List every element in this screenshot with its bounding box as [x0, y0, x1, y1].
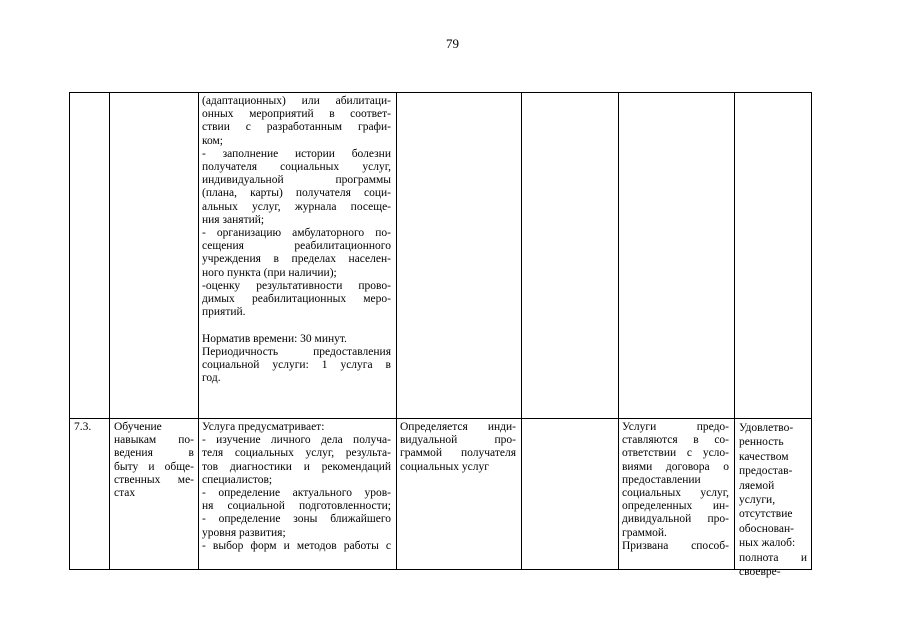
cell-text-line: ренность — [739, 436, 784, 449]
cell-text-line: димых реабилитационных меро- — [202, 293, 391, 306]
row-number: 7.3. — [74, 421, 92, 433]
cell-text-line: предостав- — [739, 465, 793, 478]
cell-text-line: -оценку результативности прово- — [202, 279, 391, 292]
cell-text-line: год. — [202, 372, 221, 385]
row-number-cell — [74, 421, 106, 434]
cell-text-line: уровня развития; — [202, 526, 286, 539]
cell-text-line: Норматив времени: 30 минут. — [202, 332, 347, 345]
cell-text-line: - заполнение истории болезни — [202, 147, 391, 160]
cell-text-line: Услуги предо- — [622, 421, 729, 433]
service-conditions-cell — [622, 421, 729, 553]
cell-text-line: определенных ин- — [622, 500, 729, 513]
cell-text-line: онных мероприятий в соответ- — [202, 108, 391, 121]
cell-text-line: - определение актуального уров- — [202, 487, 391, 500]
cell-text-line: виями договора о — [622, 460, 729, 473]
service-name-cell — [114, 421, 194, 500]
cell-text-line: - организацию амбулаторного по- — [202, 227, 391, 240]
cell-text-line: Услуга предусматривает: — [202, 421, 325, 433]
cell-text-line: своевре- — [739, 566, 781, 579]
cell-text-line: граммой получателя — [400, 447, 516, 460]
cell-text-line: видуальной про- — [400, 434, 516, 447]
cell-text-line: ня социальной подготовленности; — [202, 500, 391, 513]
cell-text-line: альных услуг, журнала посеще- — [202, 200, 391, 213]
cell-text-line: ных жалоб: — [739, 537, 796, 550]
cell-text-line: социальных услуг, — [622, 487, 729, 500]
cell-text-line: качеством — [739, 450, 789, 463]
cell-text-line — [202, 319, 391, 332]
column-border — [618, 92, 619, 570]
cell-text-line: Определяется инди- — [400, 421, 516, 433]
cell-text-line: ляемой — [739, 479, 775, 492]
column-border — [734, 92, 735, 570]
cell-text-line: Периодичность предоставления — [202, 345, 391, 358]
cell-text-line: ного пункта (при наличии); — [202, 266, 337, 279]
cell-text-line: дивидуальной про- — [622, 513, 729, 526]
cell-text-line: ведения в — [114, 447, 194, 460]
service-volume-cell — [400, 421, 516, 474]
cell-text-line: предоставлении — [622, 473, 701, 486]
cell-text-line: социальных услуг — [400, 460, 489, 473]
cell-text-line: ствии с разработанным графи- — [202, 121, 391, 134]
cell-text-line: Удовлетво- — [739, 422, 794, 434]
column-border — [811, 92, 812, 570]
column-border — [69, 92, 70, 570]
cell-text-line: ния занятий; — [202, 213, 265, 226]
cell-text-line: полнота и — [739, 551, 807, 564]
cell-text-line: ответствии с усло- — [622, 447, 729, 460]
cell-text-line: услуги, — [739, 494, 776, 507]
cell-text-line: ставляются в со- — [622, 434, 729, 447]
page-number: 79 — [446, 36, 459, 51]
cell-text-line: обоснован- — [739, 522, 795, 535]
cell-text-line: индивидуальной программы — [202, 174, 391, 187]
service-content-cell — [202, 421, 391, 553]
column-border — [521, 92, 522, 570]
cell-text-line: теля социальных услуг, результа- — [202, 447, 391, 460]
cell-text-line: быту и обще- — [114, 460, 194, 473]
cell-text-line: стах — [114, 487, 136, 500]
cell-text-line: ком; — [202, 134, 224, 147]
cell-text-line: социальной услуги: 1 услуга в — [202, 359, 391, 372]
cell-text-line: навыкам по- — [114, 434, 194, 447]
cell-text-line: учреждения в пределах населен- — [202, 253, 391, 266]
cell-text-line: сещения реабилитационного — [202, 240, 391, 253]
row-border — [69, 92, 811, 93]
column-border — [109, 92, 110, 570]
cell-text-line: граммой. — [622, 526, 667, 539]
cell-text-line: специалистов; — [202, 473, 273, 486]
cell-text-line: - определение зоны ближайшего — [202, 513, 391, 526]
cell-text-line: (плана, карты) получателя соци- — [202, 187, 391, 200]
row-border — [69, 569, 811, 570]
column-border — [198, 92, 199, 570]
cell-text-line: - изучение личного дела получа- — [202, 434, 391, 447]
row-border — [69, 418, 811, 419]
prev-row-content-cell — [202, 95, 391, 385]
service-quality-cell — [739, 421, 807, 579]
cell-text-line: ственных ме- — [114, 473, 194, 486]
cell-text-line: отсутствие — [739, 508, 793, 521]
column-border — [396, 92, 397, 570]
cell-text-line: получателя социальных услуг, — [202, 161, 391, 174]
cell-text-line: Обучение — [114, 421, 162, 433]
cell-text-line: Призвана способ- — [622, 539, 729, 552]
cell-text-line: (адаптационных) или абилитаци- — [202, 95, 391, 107]
cell-text-line: - выбор форм и методов работы с — [202, 539, 391, 552]
cell-text-line: приятий. — [202, 306, 246, 319]
cell-text-line: тов диагностики и рекомендаций — [202, 460, 391, 473]
